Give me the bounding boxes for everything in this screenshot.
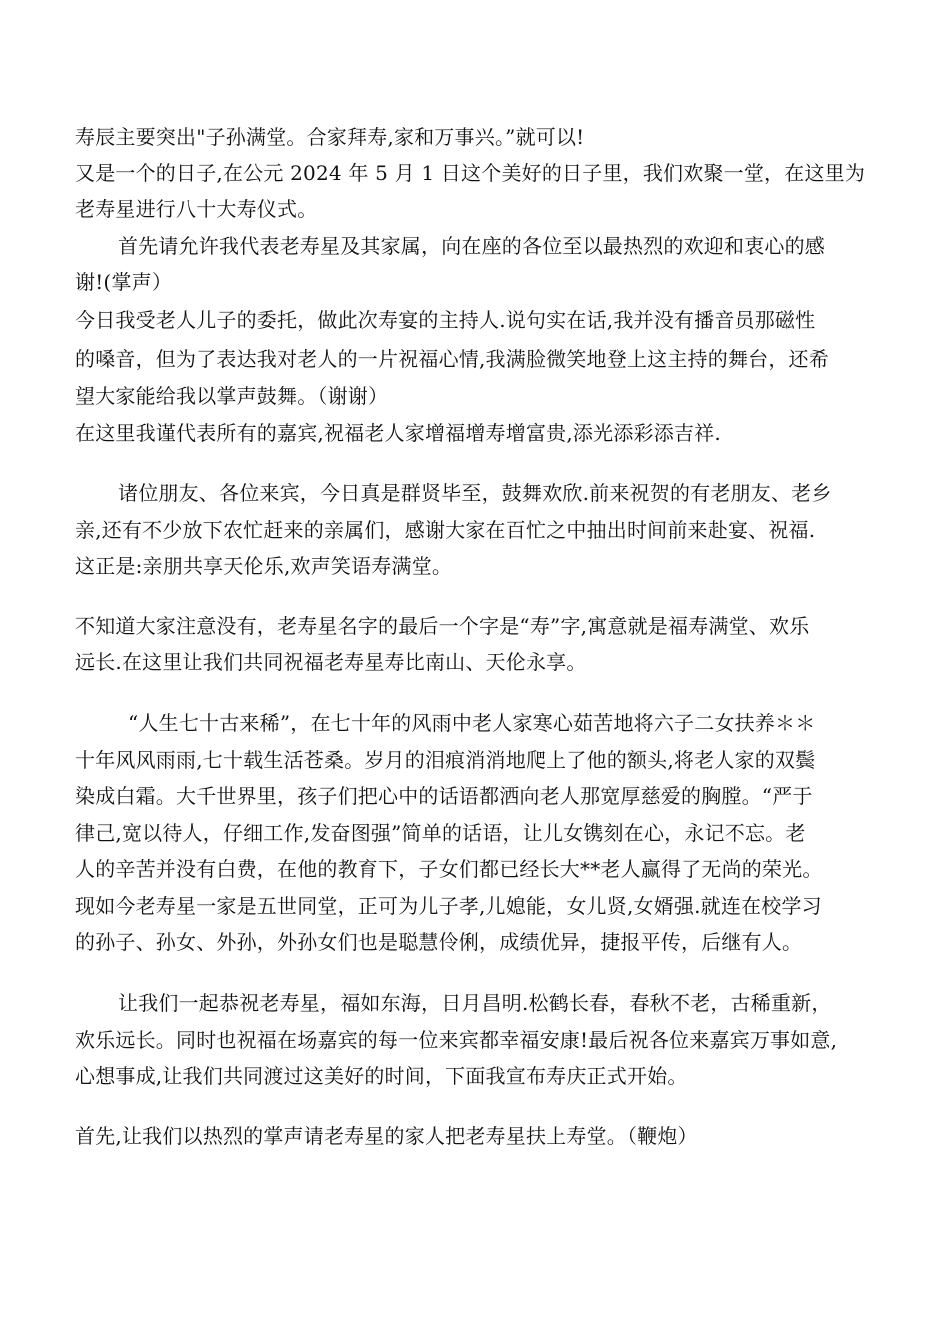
text-line: 心想事成,让我们共同渡过这美好的时间，下面我宣布寿庆正式开始。 bbox=[75, 1064, 688, 1088]
text-line: 首先请允许我代表老寿星及其家属，向在座的各位至以最热烈的欢迎和衷心的感 bbox=[118, 234, 825, 258]
text-line: 的嗓音，但为了表达我对老人的一片祝福心情,我满脸微笑地登上这主持的舞台，还希 bbox=[75, 347, 829, 371]
text-line: 首先,让我们以热烈的掌声请老寿星的家人把老寿星扶上寿堂。（鞭炮） bbox=[75, 1124, 698, 1148]
text-line: 又是一个的日子,在公元 2024 年 5 月 1 日这个美好的日子里，我们欢聚一堂，在这里为 bbox=[75, 161, 866, 185]
text-line: 寿辰主要突出"子孙满堂。合家拜寿,家和万事兴。”就可以! bbox=[75, 125, 585, 149]
text-line: 十年风风雨雨,七十载生活苍桑。岁月的泪痕消消地爬上了他的额头,将老人家的双鬓 bbox=[75, 748, 816, 772]
text-line: 今日我受老人儿子的委托，做此次寿宴的主持人.说句实在话,我并没有播音员那磁性 bbox=[75, 308, 816, 332]
text-line: 谢!(掌声） bbox=[75, 270, 173, 294]
text-line: 亲,还有不少放下农忙赶来的亲属们，感谢大家在百忙之中抽出时间前来赴宴、祝福. bbox=[75, 518, 816, 542]
text-line: 望大家能给我以掌声鼓舞。（谢谢） bbox=[75, 384, 389, 408]
text-line: 律己,宽以待人，仔细工作,发奋图强”简单的话语，让儿女镌刻在心，永记不忘。老 bbox=[75, 821, 806, 845]
text-line: 这正是:亲朋共享天伦乐,欢声笑语寿满堂。 bbox=[75, 554, 453, 578]
text-line: 不知道大家注意没有，老寿星名字的最后一个字是“寿”字,寓意就是福寿满堂、欢乐 bbox=[75, 614, 810, 638]
text-line: 诸位朋友、各位来宾，今日真是群贤毕至，鼓舞欢欣.前来祝贺的有老朋友、老乡 bbox=[118, 481, 832, 505]
text-line: 欢乐远长。同时也祝福在场嘉宾的每一位来宾都幸福安康!最后祝各位来嘉宾万事如意, bbox=[75, 1028, 838, 1052]
text-line: 在这里我谨代表所有的嘉宾,祝福老人家增福增寿增富贵,添光添彩添吉祥. bbox=[75, 421, 721, 445]
text-line: 现如今老寿星一家是五世同堂，正可为儿子孝,儿媳能，女儿贤,女婿强.就连在校学习 bbox=[75, 894, 822, 918]
text-line: 让我们一起恭祝老寿星，福如东海，日月昌明.松鹤长春，春秋不老，古稀重新， bbox=[118, 991, 832, 1015]
text-line: 老寿星进行八十大寿仪式。 bbox=[75, 197, 318, 221]
text-line: 染成白霜。大千世界里，孩子们把心中的话语都洒向老人那宽厚慈爱的胸膛。“严于 bbox=[75, 784, 813, 808]
text-line: 人的辛苦并没有白费，在他的教育下，子女们都已经长大**老人赢得了无尚的荣光。 bbox=[75, 857, 823, 881]
text-line: 远长.在这里让我们共同祝福老寿星寿比南山、天伦永享。 bbox=[75, 650, 587, 674]
text-line: “人生七十古来稀”，在七十年的风雨中老人家寒心茹苦地将六子二女扶养＊＊ bbox=[128, 711, 816, 735]
text-line: 的孙子、孙女、外孙，外孙女们也是聪慧伶俐，成绩优异，捷报平传，后继有人。 bbox=[75, 930, 803, 954]
